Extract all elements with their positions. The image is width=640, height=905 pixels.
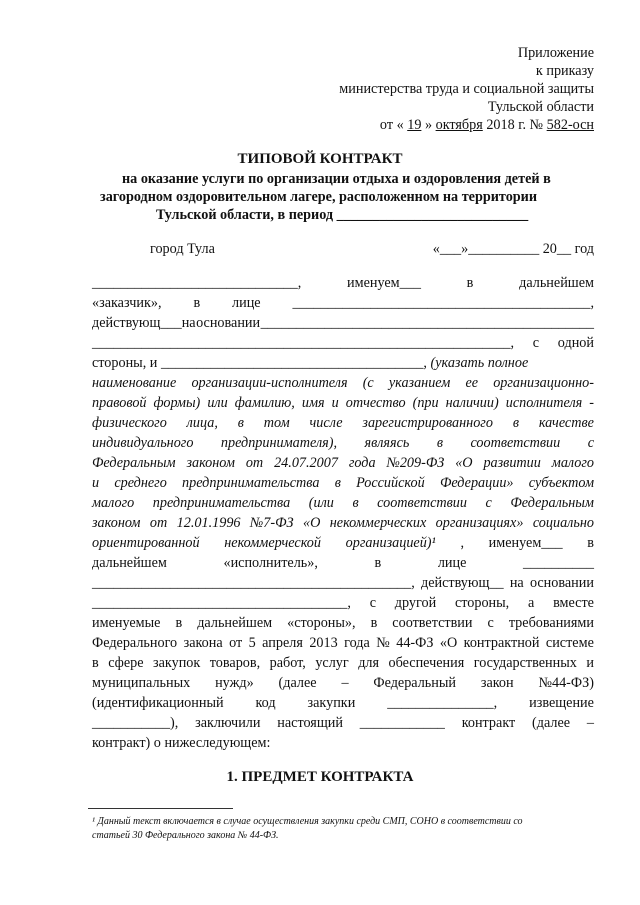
body-line-23	[92, 714, 594, 732]
word: одной	[557, 335, 594, 351]
word: (идентификационный	[92, 695, 224, 711]
word: ,	[460, 535, 464, 551]
word: в	[237, 415, 244, 431]
city: город Тула	[150, 241, 215, 257]
body-line-10	[92, 454, 594, 472]
body-line-11	[92, 474, 594, 492]
word: заключили	[195, 715, 261, 731]
word: требованиями	[508, 615, 594, 631]
word: законом	[92, 515, 141, 531]
word: организационно-	[493, 375, 594, 391]
order-number: 582-осн	[546, 117, 594, 133]
word: контракт	[461, 715, 516, 731]
word: наименование	[92, 375, 177, 391]
word: стороны,	[454, 595, 510, 611]
word: среднего	[114, 475, 167, 491]
word: 5	[248, 635, 256, 651]
order-quote: »	[424, 117, 433, 133]
body-line-4	[92, 334, 594, 352]
word: от	[149, 515, 168, 531]
word: –	[341, 675, 349, 691]
word: (с	[362, 375, 374, 391]
word: отчество	[345, 395, 406, 411]
order-month: октября	[435, 117, 483, 133]
body-line-18	[92, 614, 594, 632]
word: дальнейшем	[197, 615, 273, 631]
word: №7-ФЗ	[249, 515, 294, 531]
word: организацией)¹	[345, 535, 436, 551]
word: именуем___	[347, 275, 421, 291]
word: социально	[532, 515, 594, 531]
word: государственных	[473, 655, 577, 671]
word: лице	[437, 555, 467, 571]
word: обеспечения	[388, 655, 465, 671]
body-line-8	[92, 414, 594, 432]
word: от	[245, 455, 264, 471]
word: лица,	[186, 415, 218, 431]
word: апреля	[262, 635, 303, 651]
section-heading: 1. ПРЕДМЕТ КОНТРАКТА	[226, 769, 414, 785]
word: с	[487, 615, 494, 631]
word: предпринимателя),	[220, 435, 338, 451]
word: и	[92, 475, 100, 491]
word: №44-ФЗ)	[538, 675, 594, 691]
word: (или	[308, 495, 334, 511]
word: закупки	[307, 695, 356, 711]
word: соответствии	[392, 615, 473, 631]
word: указанием	[388, 375, 451, 391]
word: том	[263, 415, 290, 431]
body-line-16	[92, 574, 594, 592]
word: нужд»	[215, 675, 254, 691]
word: _____________________________,	[92, 275, 302, 291]
body-line-24: контракт) о нижеследующем:	[92, 735, 271, 751]
order-year: 2018 г. №	[486, 117, 544, 133]
order-day: 19	[407, 117, 422, 133]
word: именуемые	[92, 615, 161, 631]
footnote-line-1: ¹ Данный текст включается в случае осуществления закупки среди СМП, СОНО в соответствии со	[92, 816, 523, 827]
word: фамилию,	[234, 395, 295, 411]
word: в	[512, 415, 519, 431]
contract-date: «___»__________ 20__ год	[432, 241, 594, 257]
word: _______________,	[387, 695, 498, 711]
word: действующ__	[420, 575, 504, 591]
word: __________________________________________,	[292, 295, 594, 311]
body-line-21	[92, 674, 594, 692]
word: развитии	[483, 455, 541, 471]
word: предпринимательства	[182, 475, 320, 491]
word: качестве	[538, 415, 594, 431]
word: «стороны»,	[287, 615, 356, 631]
word: закупок	[153, 655, 201, 671]
word: числе	[309, 415, 343, 431]
word: 2013	[309, 635, 338, 651]
word: «заказчик»,	[92, 295, 162, 311]
word: ___________________________________________________________,	[92, 335, 515, 351]
word: в	[436, 435, 443, 451]
body-line-19	[92, 634, 594, 652]
instruction-text: (указать полное	[430, 355, 529, 371]
header-order-line	[380, 116, 594, 134]
word: предпринимательства	[152, 495, 291, 511]
word: зарегистрированного	[362, 415, 493, 431]
word: от	[229, 635, 243, 651]
word: Федеральным	[92, 455, 176, 471]
word: закона	[183, 635, 223, 651]
word: ее	[465, 375, 479, 391]
word: в	[334, 475, 341, 491]
word: именуем___	[488, 535, 563, 551]
body-line-6	[92, 374, 594, 392]
word: являясь	[364, 435, 410, 451]
word: Федерации»	[439, 475, 514, 491]
word: услуг	[315, 655, 349, 671]
word: основании	[529, 575, 594, 591]
word: _____________________________________________,	[92, 575, 415, 591]
word: правовой	[92, 395, 147, 411]
header-line-3: министерства труда и социальной защиты	[339, 81, 594, 97]
word: контрактной	[463, 635, 540, 651]
word: –	[586, 715, 594, 731]
word: наличии)	[445, 395, 499, 411]
word: 44-ФЗ	[396, 635, 434, 651]
word: в	[370, 615, 378, 631]
word: в	[193, 295, 201, 311]
word: 24.07.2007	[274, 455, 338, 471]
word: Российской	[356, 475, 425, 491]
word: дальнейшем	[92, 555, 167, 571]
word: Федерального	[92, 635, 178, 651]
word: организациях»	[435, 515, 524, 531]
word: «О	[455, 455, 473, 471]
word: вместе	[553, 595, 594, 611]
word: а	[528, 595, 535, 611]
word: дальнейшем	[519, 275, 594, 291]
footnote-line-2: статьей 30 Федерального закона № 44-ФЗ.	[92, 830, 279, 841]
word: сфере	[108, 655, 144, 671]
word: года	[348, 455, 376, 471]
word: ____________________________________,	[92, 595, 351, 611]
order-prefix: от «	[379, 117, 404, 133]
word: (далее	[532, 715, 571, 731]
word: _______________________________________________	[260, 315, 594, 331]
document-title: ТИПОВОЙ КОНТРАКТ	[237, 151, 403, 167]
word: некоммерческой	[224, 535, 321, 551]
body-line-17	[92, 594, 594, 612]
word: работ,	[269, 655, 306, 671]
body-line-14	[92, 534, 594, 552]
body-line-7	[92, 394, 594, 412]
word: субъектом	[528, 475, 594, 491]
footnote-divider	[88, 808, 233, 809]
word: -	[589, 395, 594, 411]
body-line-2	[92, 294, 594, 312]
word: физического	[92, 415, 167, 431]
word: ориентированной	[92, 535, 200, 551]
parties-text: стороны, и _____________________________________,	[92, 355, 431, 371]
word: Федеральный	[373, 675, 456, 691]
word: некоммерческих	[329, 515, 427, 531]
word: извещение	[529, 695, 594, 711]
title-sub-2: загородном оздоровительном лагере, расположенном на территории	[100, 189, 538, 205]
body-line-22	[92, 694, 594, 712]
word: основании	[196, 315, 261, 331]
word: «О	[439, 635, 458, 651]
word: товаров,	[209, 655, 261, 671]
word: муниципальных	[92, 675, 191, 691]
word: ___________),	[92, 715, 179, 731]
word: ____________	[359, 715, 445, 731]
word: формы)	[153, 395, 201, 411]
body-line-1	[92, 274, 594, 292]
body-line-5	[92, 354, 528, 372]
word: года	[344, 635, 370, 651]
word: с	[369, 595, 377, 611]
word: малого	[551, 455, 594, 471]
word: малого	[92, 495, 135, 511]
word: организации-исполнителя	[191, 375, 348, 391]
word: соответствии	[377, 495, 467, 511]
word: в	[175, 615, 183, 631]
word: имя	[301, 395, 325, 411]
word: 12.01.1996	[176, 515, 241, 531]
word: «исполнитель»,	[223, 555, 318, 571]
word: №	[376, 635, 390, 651]
body-line-3	[92, 314, 594, 332]
word: и	[586, 655, 594, 671]
word: с	[485, 495, 492, 511]
word: индивидуального	[92, 435, 194, 451]
word: с	[587, 435, 594, 451]
header-line-1: Приложение	[517, 45, 594, 61]
header-line-2: к приказу	[535, 63, 594, 79]
body-line-9	[92, 434, 594, 452]
word: в	[587, 535, 594, 551]
word: лице	[232, 295, 261, 311]
word: системе	[545, 635, 594, 651]
word: на	[509, 575, 524, 591]
word: для	[358, 655, 380, 671]
word: в	[352, 495, 359, 511]
word: в	[374, 555, 382, 571]
word: №209-ФЗ	[386, 455, 445, 471]
title-sub-1: на оказание услуги по организации отдыха и оздоровления детей в	[122, 171, 551, 187]
word: «О	[302, 515, 321, 531]
word: __________	[523, 555, 594, 571]
word: действующ___на	[92, 315, 196, 331]
body-line-20	[92, 654, 594, 672]
word: исполнителя	[505, 395, 583, 411]
word: или	[207, 395, 228, 411]
word: другой	[394, 595, 437, 611]
word: (далее	[278, 675, 317, 691]
body-line-13	[92, 514, 594, 532]
word: с	[532, 335, 540, 351]
word: законом	[186, 455, 235, 471]
body-line-15	[92, 554, 594, 572]
word: Федеральным	[510, 495, 594, 511]
word: закон	[480, 675, 514, 691]
word: в	[92, 655, 99, 671]
title-sub-3: Тульской области, в период ___________________________	[156, 207, 529, 223]
word: соответствии	[470, 435, 561, 451]
word: в	[466, 275, 474, 291]
word: код	[255, 695, 276, 711]
word: и	[331, 395, 339, 411]
header-line-4: Тульской области	[487, 99, 594, 115]
word: (при	[412, 395, 439, 411]
body-line-12	[92, 494, 594, 512]
word: настоящий	[277, 715, 343, 731]
